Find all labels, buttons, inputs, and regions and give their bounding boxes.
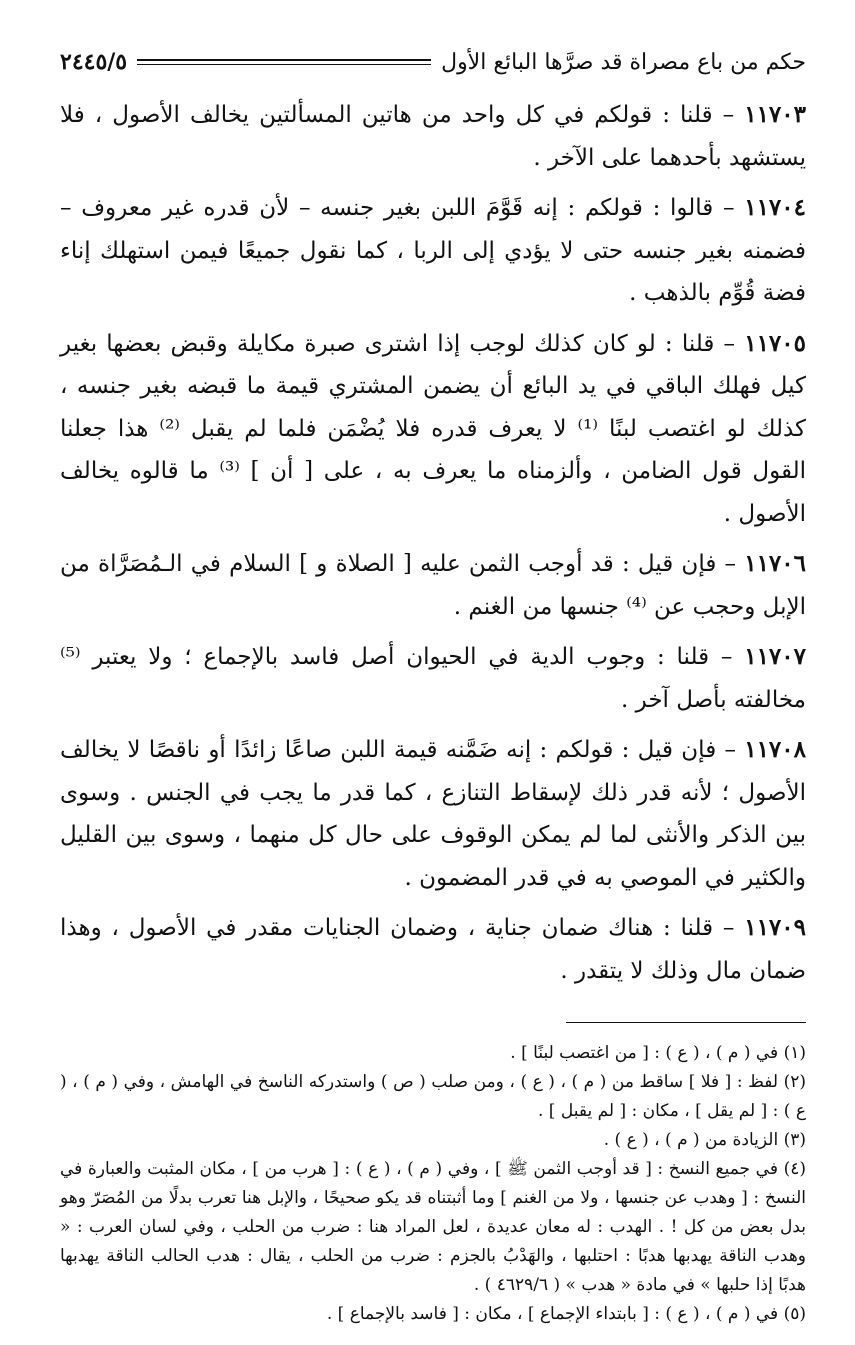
footnotes (60, 1039, 806, 1329)
paragraph-number: ١١٧٠٨ (744, 736, 806, 763)
paragraph-text: – فإن قيل : قد أوجب الثمن عليه [ الصلاة و ] السلام في الـمُصَرَّاة من الإبل وحجب عن ⁽⁴⁾ جنسها من الغنم . (60, 551, 806, 620)
paragraph-text: – قلنا : وجوب الدية في الحيوان أصل فاسد بالإجماع ؛ ولا يعتبر ⁽⁵⁾ مخالفته بأصل آخر . (60, 644, 806, 713)
paragraph-number: ١١٧٠٦ (744, 550, 806, 577)
paragraph-text: – قلنا : قولكم في كل واحد من هاتين المسألتين يخالف الأصول ، فلا يستشهد بأحدهما على الآخر . (60, 102, 806, 171)
paragraph-number: ١١٧٠٤ (744, 194, 806, 221)
running-title: حكم من باع مصراة قد صرَّها البائع الأول (441, 49, 806, 75)
page-number: ٢٤٤٥/٥ (60, 49, 128, 75)
paragraph-text: – فإن قيل : قولكم : إنه ضَمَّنه قيمة اللبن صاعًا زائدًا أو ناقصًا لا يخالف الأصول ؛ لأنه قدر ذلك لإسقاط التنازع ، كما قدر ما يجب في الجنس . وسوى بين الذكر والأنثى لما لم يمكن الوقوف على حال كل منهما ، وسوى بين القليل والكثير في الموصي به في قدر المضمون . (60, 737, 806, 891)
paragraph-text: – قلنا : هناك ضمان جناية ، وضمان الجنايات مقدر في الأصول ، وهذا ضمان مال وذلك لا يتقدر . (60, 915, 806, 984)
paragraph-number: ١١٧٠٥ (744, 329, 806, 357)
paragraph (60, 636, 806, 721)
paragraph (60, 543, 806, 628)
paragraph-number: ١١٧٠٧ (744, 643, 806, 670)
paragraph-text: – قلنا : لو كان كذلك لوجب إذا اشترى صبرة مكايلة وقبض بعضها بغير كيل فهلك الباقي في يد البائع أن يضمن المشتري قيمة ما قبضه بغير جنسه ، كذلك لو اغتصب لبنًا ⁽¹⁾ لا يعرف قدره فلا يُضْمَن فلما لم يقبل ⁽²⁾ هذا جعلنا القول قول الضامن ، وألزمناه ما يعرف به ، على [ أن ] ⁽³⁾ ما قالوه يخالف الأصول . (60, 330, 806, 527)
paragraph-number: ١١٧٠٩ (744, 914, 806, 941)
paragraph-number: ١١٧٠٣ (744, 101, 806, 128)
running-header (60, 40, 806, 84)
footnote: (١) في ( م ) ، ( ع ) : [ من اغتصب لبنًا ] . (510, 1043, 806, 1063)
footnote: (٢) لفظ : [ فلا ] ساقط من ( م ) ، ( ع ) ، ومن صلب ( ص ) واستدركه الناسخ في الهامش ، وفي ( م ) ، ( ع ) : [ لم يقل ] ، مكان : [ لم يقبل ] . (60, 1072, 806, 1121)
footnote: (٣) الزيادة من ( م ) ، ( ع ) . (603, 1130, 806, 1150)
paragraph (60, 729, 806, 899)
footnote: (٥) في ( م ) ، ( ع ) : [ بابتداء الإجماع ] ، مكان : [ فاسد بالإجماع ] . (326, 1304, 806, 1324)
paragraph (60, 187, 806, 315)
footnote-separator (566, 1022, 806, 1023)
paragraph (60, 323, 806, 536)
header-rule (137, 59, 431, 65)
paragraph-text: – قالوا : قولكم : إنه قَوَّمَ اللبن بغير جنسه – لأن قدره غير معروف – فضمنه بغير جنسه حتى لا يؤدي إلى الربا ، كما نقول جميعًا فيمن استهلك إناء فضة قُوِّم بالذهب . (60, 195, 806, 306)
footnote: (٤) في جميع النسخ : [ قد أوجب الثمن ﷺ ] ، وفي ( م ) ، ( ع ) : [ هرب من ] ، مكان المثبت والعبارة في النسخ : [ وهدب عن جنسها ، ولا من الغنم ] وما أثبتناه قد يكو صحيحًا ، والإبل هنا تعرب بدلًا من المُصَرّ وهو بدل بعض من كل ! . الهدب : له معان عديدة ، لعل المراد هنا : ضرب من الحلب ، وفي لسان العرب : « وهدب الناقة يهدبها هدبًا : احتلبها ، والهَدْبُ بالجزم : ضرب من الحلب ، يقال : هدب الحالب الناقة يهدبها هدبًا إذا حلبها » في مادة « هدب » ( ٤٦٢٩/٦ ) . (60, 1159, 807, 1295)
document-page (60, 40, 806, 1329)
paragraph (60, 94, 806, 179)
body-text (60, 94, 806, 992)
paragraph (60, 907, 806, 992)
